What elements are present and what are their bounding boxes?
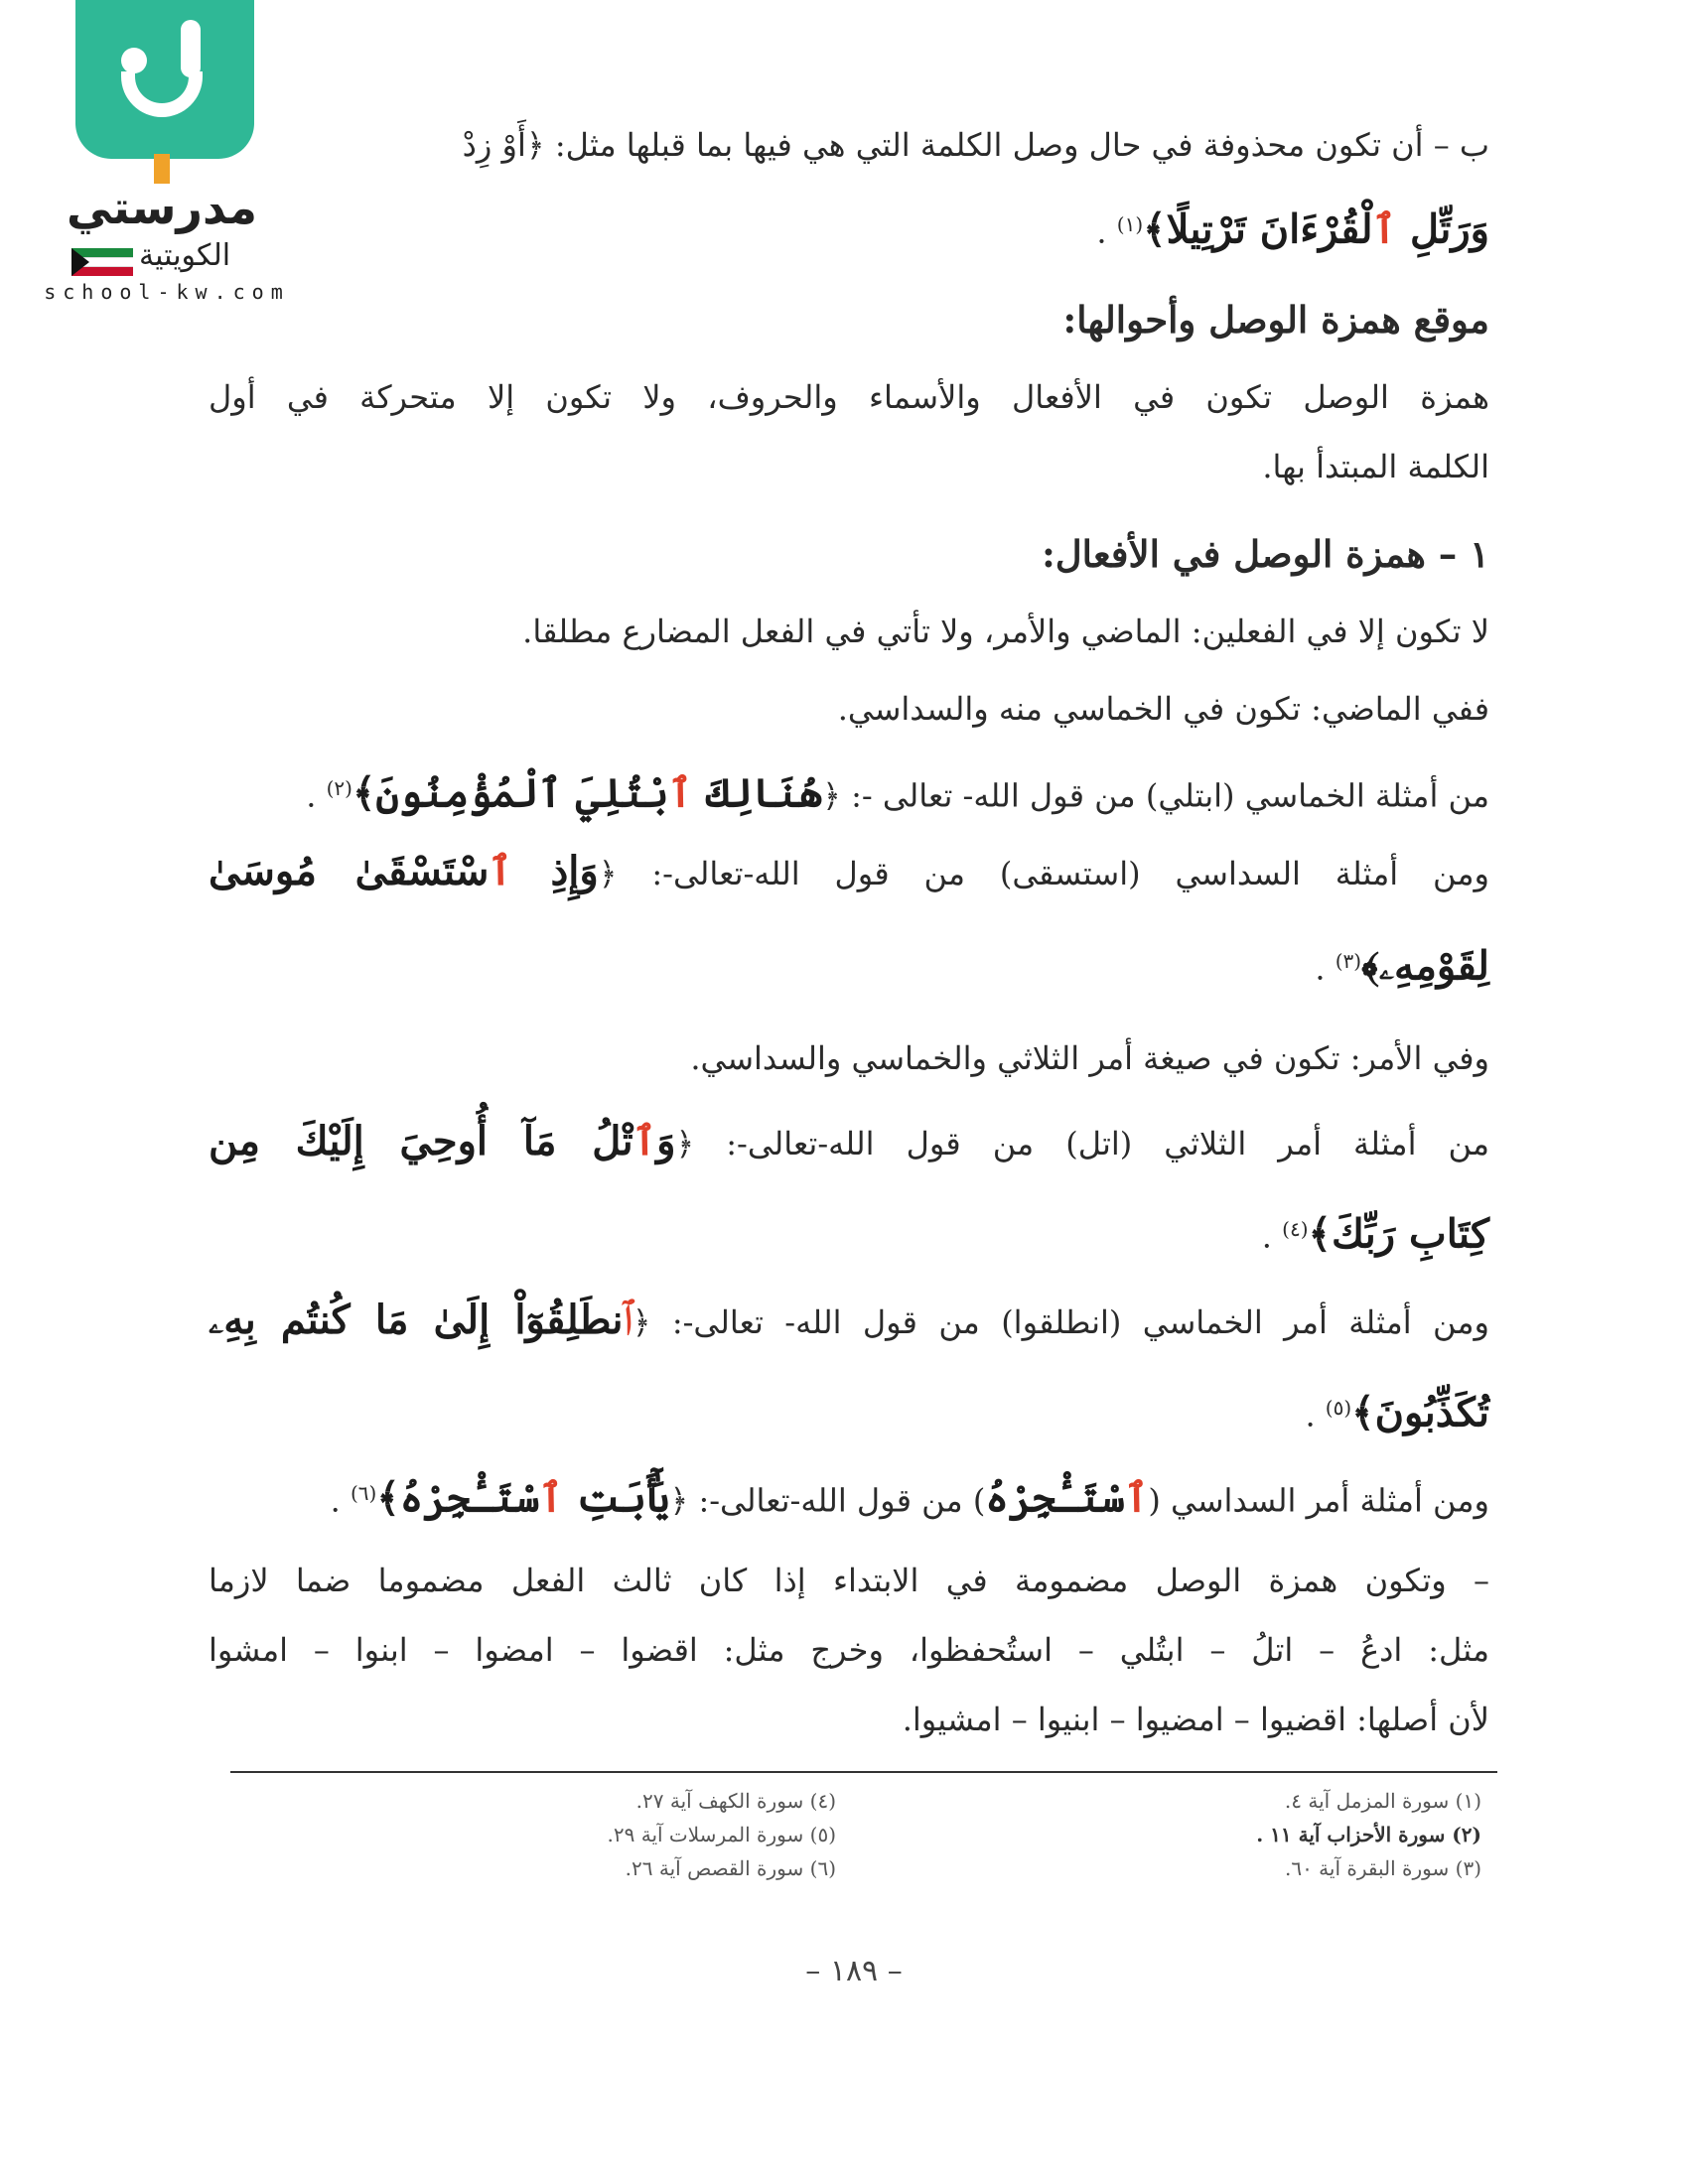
book-smile-icon <box>75 0 254 159</box>
paragraph-damma-line1: – وتكون همزة الوصل مضمومة في الابتداء إذا كان ثالث الفعل مضموما ضما لازما <box>209 1562 1489 1599</box>
logo-name: مدرستي <box>66 181 258 234</box>
example-intaliqu-line1: ومن أمثلة أمر الخماسي (انطلقوا) من قول الله- تعالى-: ﴿ٱنطَلِقُوٓاْ إِلَىٰ مَا كُنتُم بِهِۦ <box>209 1297 1489 1343</box>
bookmark-ribbon-icon <box>154 154 170 184</box>
example-istasqa-line2: لِقَوْمِهِۦ﴾$^{(٣)}$ . <box>1315 942 1489 990</box>
footnote-5: (٥) سورة المرسلات آية ٢٩. <box>607 1823 836 1846</box>
footnote-1: (١) سورة المزمل آية ٤. <box>1284 1789 1481 1813</box>
example-ibtuliya: من أمثلة الخماسي (ابتلي) من قول الله- تعالى -: ﴿هُنَالِكَ ٱبْتُلِيَ ٱلْمُؤْمِنُونَ﴾$^{(٢)}$ . <box>306 769 1489 817</box>
paragraph-position-line2: الكلمة المبتدأ بها. <box>1262 448 1489 485</box>
logo-subtitle <box>58 238 286 278</box>
paragraph-past: ففي الماضي: تكون في الخماسي منه والسداسي. <box>837 690 1489 728</box>
example-intaliqu-line2: تُكَذِّبُونَ﴾$^{(٥)}$ . <box>1305 1389 1489 1436</box>
footnote-3: (٣) سورة البقرة آية ٦٠. <box>1284 1856 1481 1880</box>
example-istasqa-line1: ومن أمثلة السداسي (استسقى) من قول الله-تعالى-: ﴿وَإِذِ ٱسْتَسْقَىٰ مُوسَىٰ <box>209 848 1489 894</box>
page-number: – ١٨٩ – <box>805 1954 903 1988</box>
example-istajirhu: ومن أمثلة أمر السداسي (ٱسْتَـْٔجِرْهُ) من قول الله-تعالى-: ﴿يَٰٓأَبَتِ ٱسْتَـْٔجِرْهُ﴾$^{(٦)}$ . <box>330 1474 1489 1522</box>
paragraph-b-line1: ب – أن تكون محذوفة في حال وصل الكلمة التي هي فيها بما قبلها مثل: ﴿أَوْ زِدْ <box>462 126 1489 164</box>
site-logo <box>18 0 316 303</box>
footnote-6: (٦) سورة القصص آية ٢٦. <box>625 1856 836 1880</box>
example-utlu-line1: من أمثلة أمر الثلاثي (اتل) من قول الله-تعالى-: ﴿وَٱتْلُ مَآ أُوحِيَ إِلَيْكَ مِن <box>209 1118 1489 1164</box>
paragraph-b-line2: وَرَتِّلِ ٱلْقُرْءَانَ تَرْتِيلًا﴾$^{(١)}$ . <box>1096 205 1489 253</box>
footnote-2: (٢) سورة الأحزاب آية ١١ . <box>1256 1823 1481 1846</box>
paragraph-position-line1: همزة الوصل تكون في الأفعال والأسماء والحروف، ولا تكون إلا متحركة في أول <box>209 378 1489 416</box>
footnote-4: (٤) سورة الكهف آية ٢٧. <box>635 1789 836 1813</box>
paragraph-damma-line2: مثل: ادعُ – اتلُ – ابتُلي – استُحفظوا، وخرج مثل: اقضوا – امضوا – ابنوا – امشوا <box>209 1631 1489 1669</box>
paragraph-verbs: لا تكون إلا في الفعلين: الماضي والأمر، ولا تأتي في الفعل المضارع مطلقا. <box>522 613 1489 650</box>
heading-verbs: ١ – همزة الوصل في الأفعال: <box>1042 532 1489 576</box>
example-utlu-line2: كِتَابِ رَبِّكَ﴾$^{(٤)}$ . <box>1261 1210 1489 1258</box>
paragraph-damma-line3: لأن أصلها: اقضيوا – امضيوا – ابنيوا – امشيوا. <box>902 1701 1489 1738</box>
heading-position: موقع همزة الوصل وأحوالها: <box>1062 298 1489 341</box>
footnote-divider <box>230 1771 1497 1773</box>
kuwait-flag-icon <box>71 248 133 276</box>
logo-subtitle-text: الكويتية <box>139 238 231 273</box>
logo-url: school-kw.com <box>44 280 290 304</box>
paragraph-imperative: وفي الأمر: تكون في صيغة أمر الثلاثي والخماسي والسداسي. <box>690 1039 1489 1077</box>
